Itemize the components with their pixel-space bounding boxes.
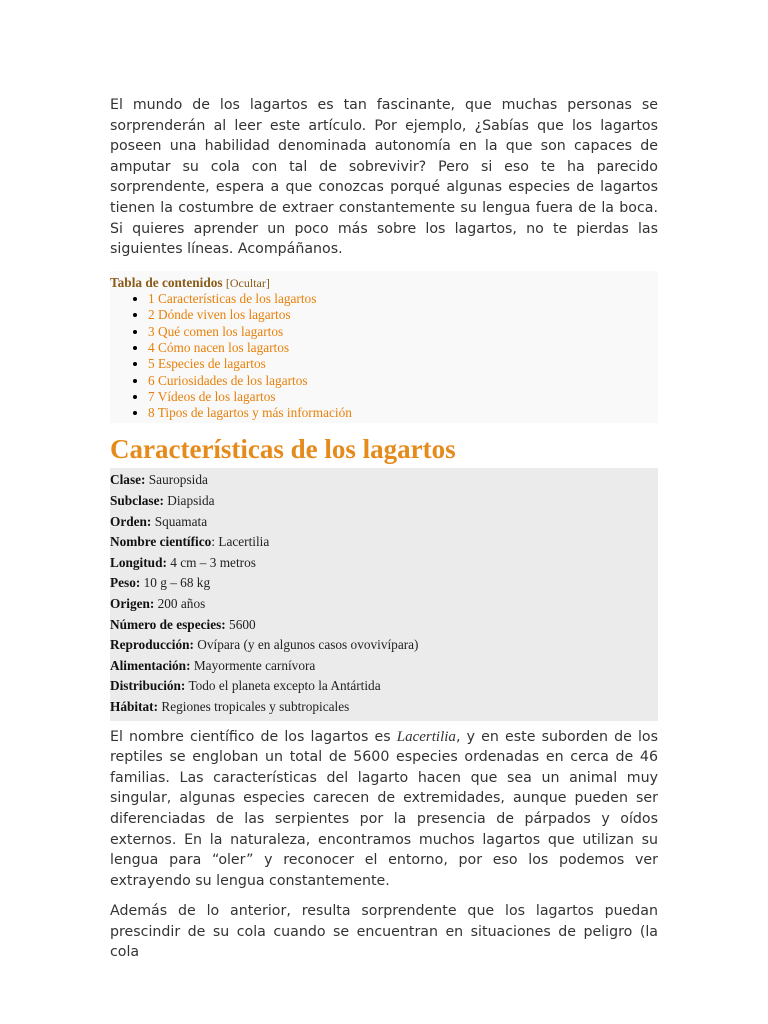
body-paragraph-2: Además de lo anterior, resulta sorprendente que los lagartos puedan prescindir de su cola cuando se encuentran en situaciones de peligro (la cola [110, 903, 658, 961]
fact-row [110, 553, 658, 574]
fact-row [110, 656, 658, 677]
toc-title: Tabla de contenidos [110, 274, 223, 290]
fact-row [110, 512, 658, 533]
scientific-name: Lacertilia [396, 728, 456, 745]
fact-value: Sauropsida [145, 472, 208, 488]
fact-key: Distribución: [110, 678, 186, 694]
fact-key: Orden: [110, 513, 152, 529]
fact-row [110, 532, 658, 553]
fact-key: Número de especies: [110, 616, 226, 632]
toc-header [110, 275, 658, 291]
fact-value: Squamata [151, 513, 208, 529]
fact-row [110, 573, 658, 594]
body-text: El nombre científico de los lagartos es [110, 728, 397, 745]
fact-key: Origen: [110, 595, 155, 611]
fact-key: Clase: [110, 472, 146, 488]
body-paragraph-1 [110, 727, 658, 892]
toc-item [148, 405, 658, 421]
toc-list [110, 291, 658, 421]
fact-key: Peso: [110, 575, 141, 591]
fact-row [110, 491, 658, 512]
fact-row [110, 697, 658, 718]
fact-row [110, 635, 658, 656]
toc-link-videos[interactable]: 7 Vídeos de los lagartos [148, 388, 276, 404]
toc-link-especies[interactable]: 5 Especies de lagartos [148, 356, 266, 372]
intro-paragraph: El mundo de los lagartos es tan fascinante, que muchas personas se sorprenderán al leer este artículo. Por ejemplo, ¿Sabías que los lagartos poseen una habilidad denominada autonomía en la que son capaces de amputar su cola con tal de sobrevivir? Pero si eso te ha parecido sorprendente, espera a que conozcas porqué algunas especies de lagartos tienen la costumbre de extraer constantemente su lengua fuera de la boca. Si quieres aprender un poco más sobre los lagartos, no te pierdas las siguientes líneas. Acompáñanos. [110, 97, 658, 258]
toc-item [148, 340, 658, 356]
fact-value: Todo el planeta excepto la Antártida [185, 678, 381, 694]
toc-item [148, 389, 658, 405]
section-heading: Características de los lagartos [110, 434, 456, 465]
fact-row [110, 594, 658, 615]
fact-value: Diapsida [163, 493, 215, 509]
toc-link-donde-viven[interactable]: 2 Dónde viven los lagartos [148, 307, 291, 323]
toc-item [148, 307, 658, 323]
fact-value: Regiones tropicales y subtropicales [158, 698, 350, 714]
toc-item [148, 291, 658, 307]
fact-row [110, 470, 658, 491]
fact-value: : Lacertilia [211, 534, 270, 550]
fact-key: Subclase: [110, 493, 164, 509]
table-of-contents [110, 271, 658, 424]
fact-value: 4 cm – 3 metros [166, 554, 256, 570]
facts-box [110, 468, 658, 720]
toc-link-tipos[interactable]: 8 Tipos de lagartos y más información [148, 405, 352, 421]
body-text: , y en este suborden de los reptiles se engloban un total de 5600 especies ordenadas en cerca de 46 familias. Las características del lagarto hacen que sea un animal muy singular, algunas especies carecen de extremidades, aunque pueden ser diferenciadas de las serpientes por la presencia de párpados y oídos externos. En la naturaleza, encontramos muchos lagartos que utilizan su lengua para “oler” y reconocer el entorno, por eso los podemos ver extrayendo su lengua constantemente. [110, 728, 658, 889]
fact-key: Hábitat: [110, 698, 159, 714]
toc-link-caracteristicas[interactable]: 1 Características de los lagartos [148, 291, 317, 307]
fact-value: Ovípara (y en algunos casos ovovivípara) [193, 637, 419, 653]
fact-key: Alimentación: [110, 657, 191, 673]
toc-link-curiosidades[interactable]: 6 Curiosidades de los lagartos [148, 372, 308, 388]
fact-key: Reproducción: [110, 637, 194, 653]
toc-toggle-link[interactable]: [Ocultar] [225, 275, 270, 290]
fact-value: Mayormente carnívora [190, 657, 316, 673]
toc-link-que-comen[interactable]: 3 Qué comen los lagartos [148, 323, 284, 339]
article [110, 95, 658, 963]
fact-key: Nombre científico [110, 534, 212, 550]
fact-value: 10 g – 68 kg [140, 575, 211, 591]
fact-row [110, 615, 658, 636]
toc-link-como-nacen[interactable]: 4 Cómo nacen los lagartos [148, 339, 290, 355]
toc-item [148, 324, 658, 340]
toc-item [148, 356, 658, 372]
toc-item [148, 373, 658, 389]
fact-row [110, 676, 658, 697]
fact-value: 200 años [154, 595, 206, 611]
fact-value: 5600 [225, 616, 256, 632]
fact-key: Longitud: [110, 554, 167, 570]
